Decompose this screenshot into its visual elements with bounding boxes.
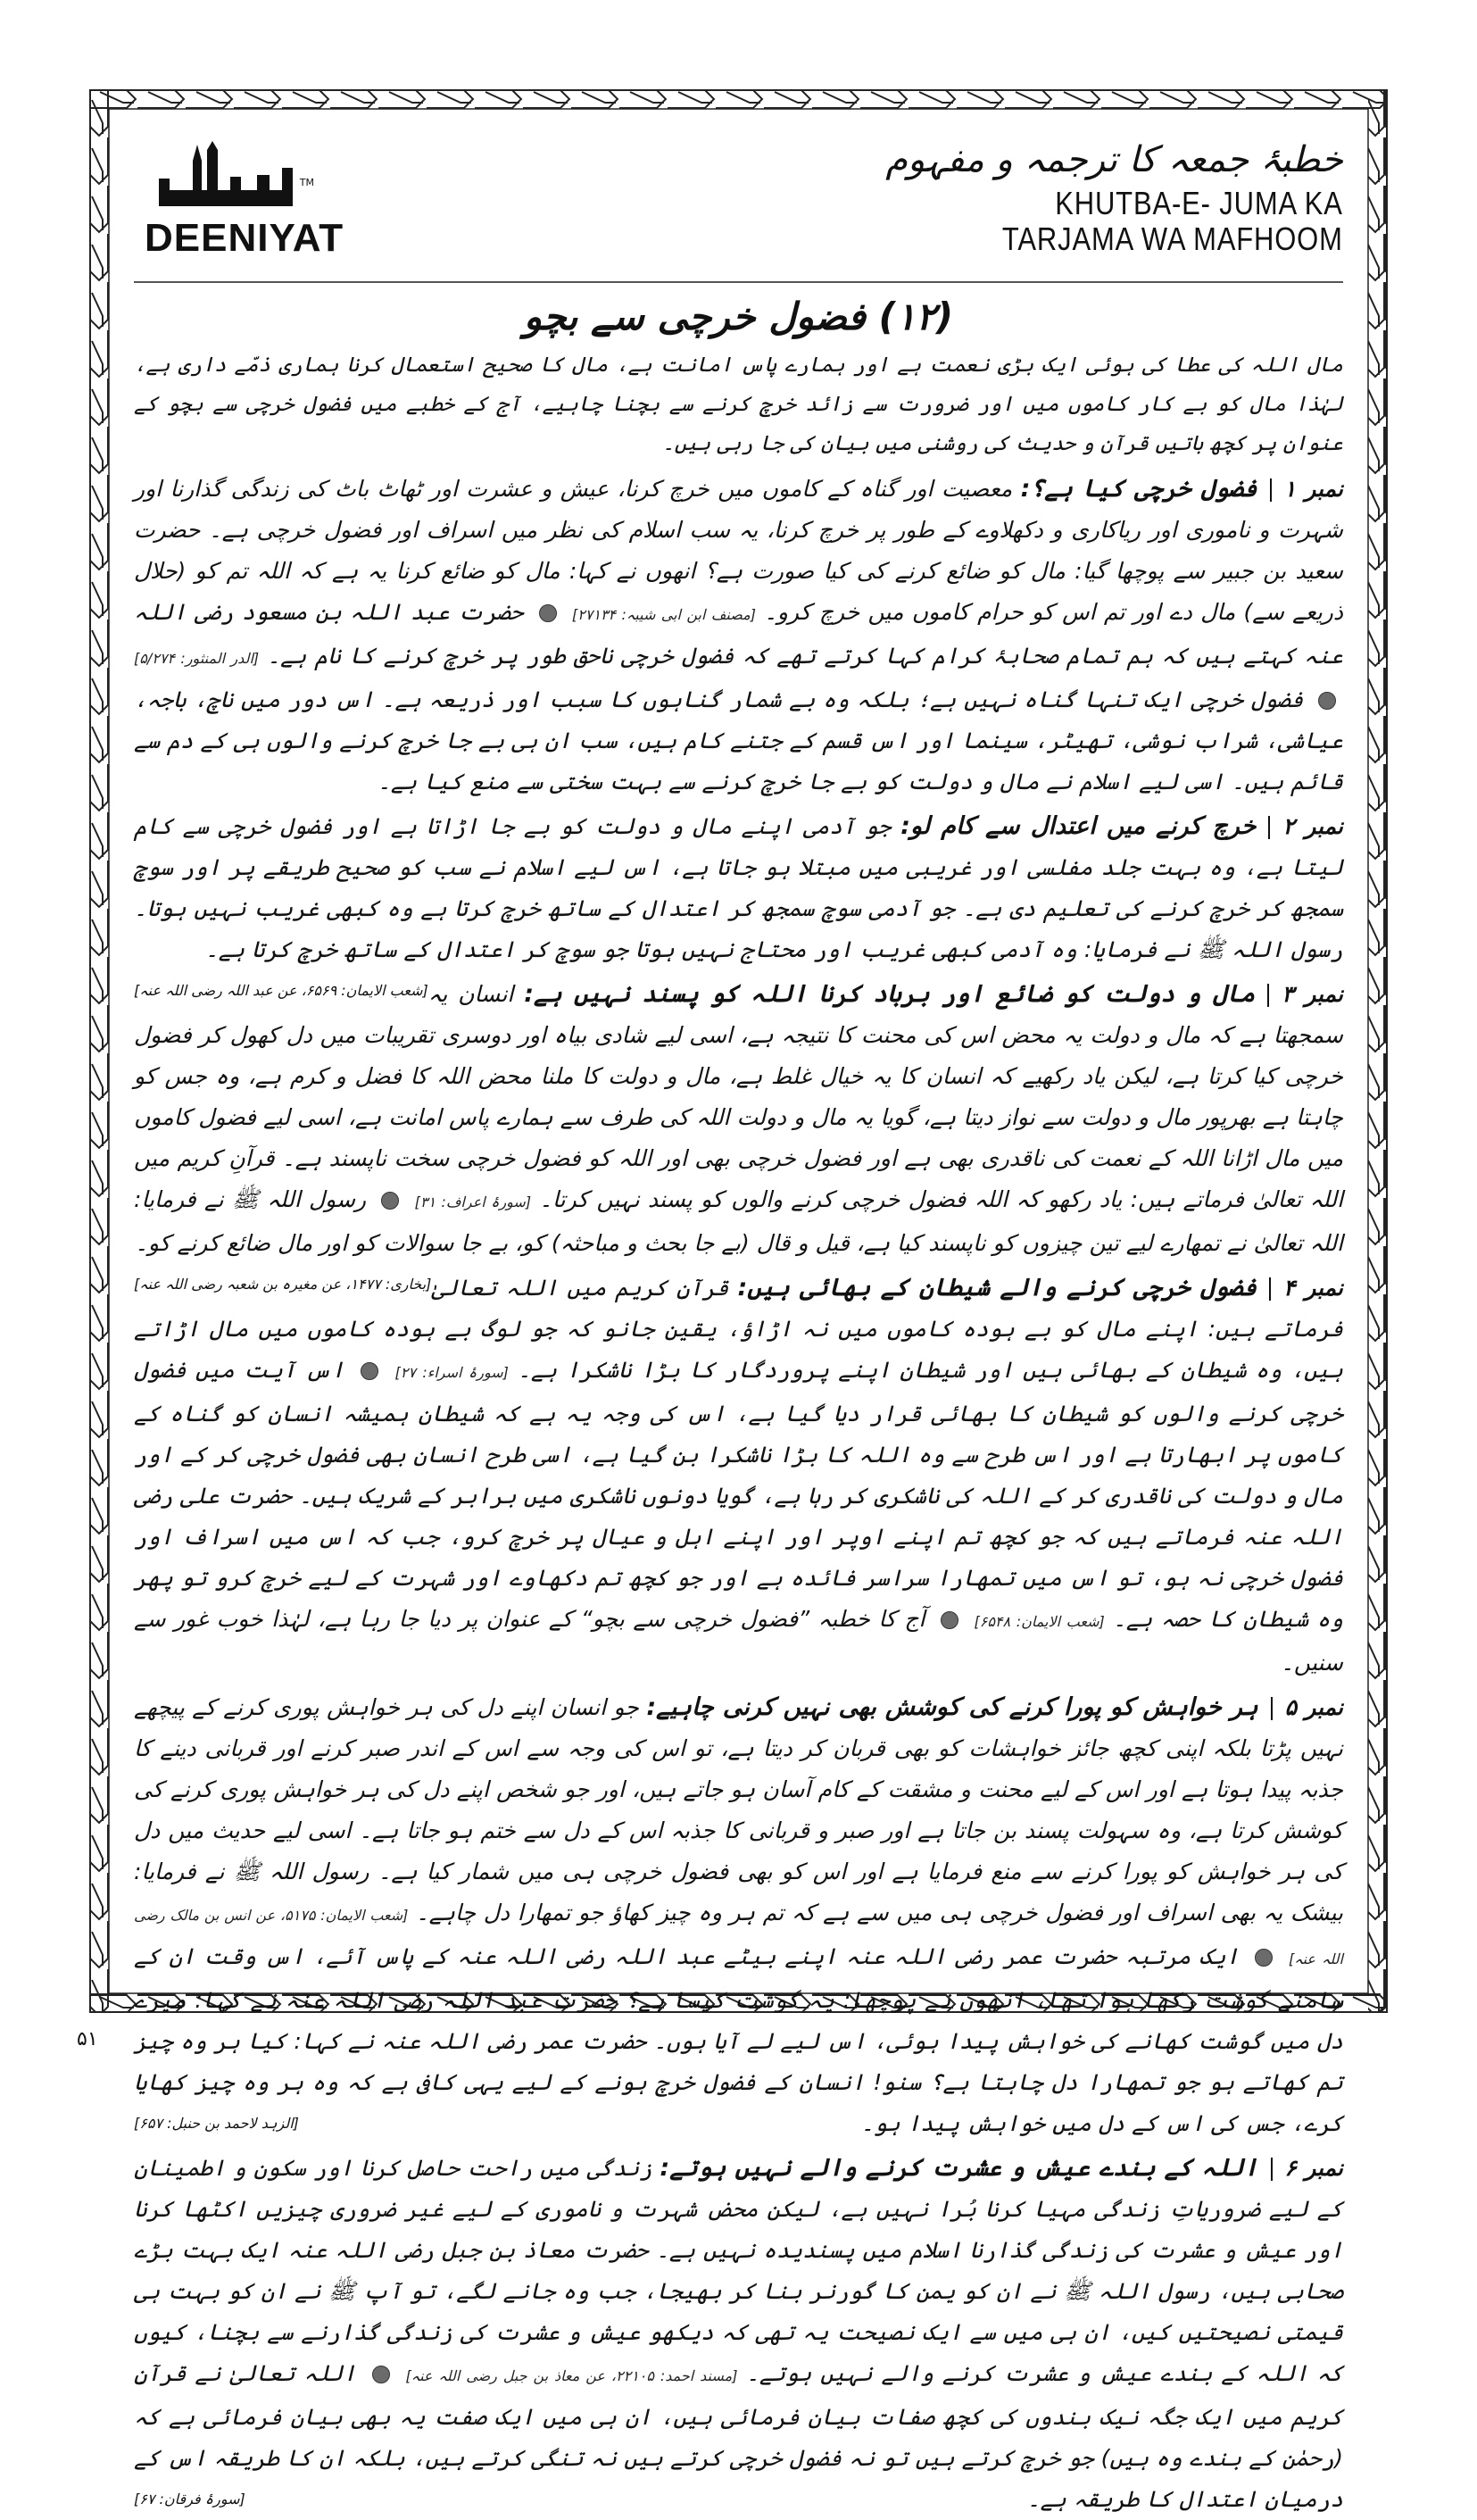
section-heading	[134, 1687, 1343, 2144]
reference: [مسند احمد: ۲۲۱۰۵، عن معاذ بن جبل رضی اللہ عنہ]	[405, 2367, 738, 2384]
reference: [الدر المنثور: ۵/۲۷۴]	[134, 650, 260, 667]
section-number: نمبر ۳	[1282, 981, 1343, 1007]
section-text: انسان یہ سمجھتا ہے کہ مال و دولت یہ محض اس کی محنت کا نتیجہ ہے، اسی لیے شادی بیاہ اور دوسری تقریبات میں دل کھول کر فضول خرچی کیا کرتا ہے، لیکن یاد رکھیے کہ انسان کا یہ خیال غلط ہے، مال و دولت کا ملنا محض اللہ کا فضل و کرم ہے، وہ جس کو چاہتا ہے بھرپور مال و دولت سے نواز دیتا ہے، گویا یہ مال و دولت اللہ کی طرف سے ہمارے پاس امانت ہے، اسی لیے فضول کاموں میں مال اڑانا اللہ کے نعمت کی ناقدری بھی ہے اور فضول خرچی بھی اور اللہ کو فضول خرچی سخت ناپسند ہے۔ قرآنِ کریم میں اللہ تعالیٰ فرماتے ہیں: یاد رکھو کہ اللہ فضول خرچی کرنے والوں کو پسند نہیں کرتا۔	[134, 981, 1344, 1212]
section-text: جو آدمی اپنے مال و دولت کو بے جا اڑاتا ہے اور فضول خرچی سے کام لیتا ہے، وہ بہت جلد مفلسی اور غریبی میں مبتلا ہو جاتا ہے، اس لیے اسلام نے سب کو صحیح طریقے پر اور سوچ سمجھ کر خرچ کرنے کی تعلیم دی ہے۔ جو آدمی سوچ سمجھ کر اعتدال کے ساتھ خرچ کرتا ہے وہ کبھی غریب نہیں ہوتا۔ رسول اللہ ﷺ نے فرمایا: وہ آدمی کبھی غریب اور محتاج نہیں ہوتا جو سوچ کر اعتدال کے ساتھ خرچ کرتا ہے۔	[134, 813, 1343, 962]
section-title: مال و دولت کو ضائع اور برباد کرنا اللہ کو پسند نہیں ہے:	[524, 980, 1256, 1008]
section-divider-bar	[1269, 1277, 1271, 1301]
section-number: نمبر ۵	[1284, 1694, 1344, 1720]
bullet-icon	[1318, 692, 1336, 710]
section-text: اس آیت میں فضول خرچی کرنے والوں کو شیطان کا بھائی قرار دیا گیا ہے، اس کی وجہ یہ ہے کہ شیطان ہمیشہ انسان کو گناہ کے کاموں پر ابھارتا ہے اور اس طرح سے وہ اللہ کا بڑا ناشکرا بن گیا ہے، اسی طرح انسان بھی فضول خرچی کر کے اور مال و دولت کی ناقدری کر کے اللہ کی ناشکری کر رہا ہے، گویا دونوں ناشکری میں برابر کے شریک ہیں۔ حضرت علی رضی اللہ عنہ فرماتے ہیں کہ جو کچھ تم اپنے اوپر اور اپنے اہل و عیال پر خرچ کرو، جب کہ اس میں اسراف اور فضول خرچی نہ ہو، تو اس میں تمھارا سراسر فائدہ ہے اور جو کچھ تم دکھاوے اور شہرت کے لیے خرچ کرو تو پھر وہ شیطان کا حصہ ہے۔	[134, 1357, 1344, 1632]
reference: [سورۂ اسراء: ۲۷]	[394, 1364, 509, 1381]
section-text: جو انسان اپنے دل کی ہر خواہش پوری کرنے کے پیچھے نہیں پڑتا بلکہ اپنی کچھ جائز خواہشات کو بھی قربان کر دیتا ہے، تو اس کی وجہ سے اس کے اندر صبر کرنے اور قربانی دینے کا جذبہ پیدا ہوتا ہے اور اس کے لیے محنت و مشقت کے کام آسان ہو جاتے ہیں، اور جو شخص اپنے دل کی ہر خواہش پوری کرنے کی کوشش کرتا ہے، وہ سہولت پسند بن جاتا ہے اور صبر و قربانی کا جذبہ اس کے دل سے ختم ہو جاتا ہے۔ اسی لیے حدیث میں دل کی ہر خواہش کو پورا کرنے سے منع فرمایا ہے اور اس کو بھی فضول خرچی ہی میں شمار کیا ہے۔ رسول اللہ ﷺ نے فرمایا: بیشک یہ بھی اسراف اور فضول خرچی ہی میں سے ہے کہ تم ہر وہ چیز کھاؤ جو تمھارا دل چاہے۔	[134, 1694, 1343, 1925]
logo-wordmark: DEENIYAT	[145, 216, 344, 260]
section-divider-bar	[1268, 816, 1270, 839]
section-title: ہر خواہش کو پورا کرنے کی کوشش بھی نہیں کرنی چاہیے:	[646, 1693, 1258, 1721]
section-heading	[134, 1268, 1343, 1684]
reference: [سورۂ فرقان: ۶۷]	[134, 2491, 245, 2508]
section-title: فضول خرچی کرنے والے شیطان کے بھائی ہیں:	[737, 1274, 1257, 1302]
bullet-icon	[361, 1362, 378, 1380]
section-divider-bar	[1270, 478, 1272, 502]
section-number: نمبر ۴	[1283, 1275, 1344, 1301]
section-divider-bar	[1271, 2158, 1273, 2181]
page-content	[134, 134, 1343, 2520]
bullet-icon	[1255, 1949, 1273, 1967]
mosque-minaret-icon	[150, 141, 302, 221]
section-divider-bar	[1267, 984, 1269, 1007]
section-text: حضرت عبد اللہ بن مسعود رضی اللہ عنہ کہتے ہیں کہ ہم تمام صحابۂ کرام کہا کرتے تھے کہ فضول خرچی ناحق طور پر خرچ کرنے کا نام ہے۔	[134, 599, 1344, 669]
header-title-urdu: خطبۂ جمعہ کا ترجمہ و مفہوم	[885, 139, 1343, 180]
khutba-title: (۱۲) فضول خرچی سے بچو	[523, 295, 954, 338]
bullet-icon	[539, 604, 557, 622]
section-text: معصیت اور گناہ کے کاموں میں خرچ کرنا، عیش و عشرت اور ٹھاٹ باٹ کی زندگی گذارنا اور شہرت و ناموری اور ریاکاری و دکھلاوے کے طور پر خرچ کرنا، یہ سب اسلام کی نظر میں اسراف اور فضول خرچی ہے۔ حضرت سعید بن جبیر سے پوچھا گیا: مال کو ضائع کرنے کی کیا صورت ہے؟ انھوں نے کہا: مال کو ضائع کرنا یہ ہے کہ اللہ تم کو (حلال ذریعے سے) مال دے اور تم اس کو حرام کاموں میں خرچ کرو۔	[134, 476, 1344, 625]
reference: [مصنف ابن ابی شیبہ: ۲۷۱۳۴]	[571, 606, 756, 623]
section-title: اللہ کے بندے عیش و عشرت کرنے والے نہیں ہوتے:	[660, 2154, 1258, 2182]
bullet-icon	[941, 1611, 958, 1629]
header-divider	[134, 281, 1343, 283]
reference: [شعب الایمان: ۶۵۴۸]	[974, 1613, 1105, 1630]
section-text: آج کا خطبہ ”فضول خرچی سے بچو“ کے عنوان پر دیا جا رہا ہے، لہٰذا خوب غور سے سنیں۔	[134, 1606, 1343, 1676]
reference: [الزہد لاحمد بن حنبل: ۶۵۷]	[134, 2115, 299, 2132]
deeniyat-logo	[145, 141, 344, 266]
reference: [بخاری: ۱۴۷۷، عن مغیرہ بن شعبہ رضی اللہ عنہ]	[134, 1276, 432, 1293]
bullet-icon	[381, 1192, 399, 1210]
section-1	[134, 469, 1343, 803]
bullet-icon	[372, 2366, 390, 2383]
section-6	[134, 2148, 1343, 2520]
section-heading	[134, 2148, 1343, 2520]
page-number: ۵۱	[77, 2028, 98, 2050]
reference: [شعب الایمان: ۶۵۶۹، عن عبد اللہ رضی اللہ عنہ]	[134, 982, 428, 999]
section-text: اللہ تعالیٰ نے قرآنِ کریم میں ایک جگہ نیک بندوں کی کچھ صفات بیان فرمائی ہیں، ان ہی میں ایک صفت یہ بھی بیان فرمائی ہے کہ (رحمٰن کے بندے وہ ہیں) جو خرچ کرتے ہیں تو نہ فضول خرچی کرتے ہیں نہ تنگی کرتے ہیں، بلکہ ان کا طریقہ اس کے درمیان اعتدال کا طریقہ ہے۔	[134, 2360, 1343, 2512]
section-number: نمبر ۱	[1283, 476, 1343, 502]
reference: [سورۂ اعراف: ۳۱]	[414, 1193, 532, 1210]
header-title-block	[885, 134, 1343, 257]
section-text: رسول اللہ ﷺ نے فرمایا: اللہ تعالیٰ نے تمھارے لیے تین چیزوں کو ناپسند کیا ہے، قیل و قال (بے جا بحث و مباحثہ) کو، بے جا سوالات کو اور مال ضائع کرنے کو۔	[134, 1186, 1343, 1256]
section-divider-bar	[1271, 1697, 1273, 1720]
header-title-en-line2: TARJAMA WA MAFHOOM	[1002, 220, 1343, 257]
section-number: نمبر ۶	[1284, 2155, 1343, 2181]
section-text: زندگی میں راحت حاصل کرنا اور سکون و اطمینان کے لیے ضروریاتِ زندگی مہیا کرنا بُرا نہیں ہے، لیکن محض شہرت و ناموری کے لیے غیر ضروری چیزیں اکٹھا کرنا اور عیش و عشرت کی زندگی گذارنا اسلام میں پسندیدہ نہیں ہے۔ حضرت معاذ بن جبل رضی اللہ عنہ ایک بہت بڑے صحابی ہیں، رسول اللہ ﷺ نے ان کو یمن کا گورنر بنا کر بھیجا، جب وہ جانے لگے، تو آپ ﷺ نے ان کو بہت ہی قیمتی نصیحتیں کیں، ان ہی میں سے ایک نصیحت یہ تھی کہ دیکھو عیش و عشرت کی زندگی گذارنے سے بچنا، کیوں کہ اللہ کے بندے عیش و عشرت کرنے والے نہیں ہوتے۔	[134, 2155, 1343, 2386]
section-number: نمبر ۲	[1282, 813, 1343, 839]
section-text: فضول خرچی ایک تنہا گناہ نہیں ہے؛ بلکہ وہ بے شمار گناہوں کا سبب اور ذریعہ ہے۔ اس دور میں ناچ، باجہ، عیاشی، شراب نوشی، تھیٹر، سینما اور اس قسم کے جتنے کام ہیں، سب ان ہی بے جا خرچ کرنے والوں ہی کے دم سے قائم ہیں۔ اسی لیے اسلام نے مال و دولت کو بے جا خرچ کرنے سے بہت سختی سے منع کیا ہے۔	[134, 686, 1343, 794]
header-title-en-line1: KHUTBA-E- JUMA KA	[1055, 185, 1343, 221]
section-text: قرآنِ کریم میں اللہ تعالیٰ فرماتے ہیں: اپنے مال کو بے ہودہ کاموں میں نہ اڑاؤ، یقین جانو کہ جو لوگ بے ہودہ کاموں میں مال اڑاتے ہیں، وہ شیطان کے بھائی ہیں اور شیطان اپنے پروردگار کا بڑا ناشکرا ہے۔	[134, 1275, 1343, 1383]
section-text: ایک مرتبہ حضرت عمر رضی اللہ عنہ اپنے بیٹے عبد اللہ رضی اللہ عنہ کے پاس آئے، اس وقت ان کے سامنے گوشت رکھا ہوا تھا، انھوں نے پوچھا: یہ گوشت کیسا ہے؟ حضرت عبد اللہ رضی اللہ عنہ نے کہا: میرے دل میں گوشت کھانے کی خواہش پیدا ہوئی، اس لیے لے آیا ہوں۔ حضرت عمر رضی اللہ عنہ نے کہا: کیا ہر وہ چیز تم کھاتے ہو جو تمھارا دل چاہتا ہے؟ سنو! انسان کے فضول خرچ ہونے کے لیے یہی کافی ہے کہ وہ ہر وہ چیز کھایا کرے، جس کی اس کے دل میں خواہش پیدا ہو۔	[134, 1943, 1343, 2136]
page-header	[134, 134, 1343, 286]
intro-paragraph: مال اللہ کی عطا کی ہوئی ایک بڑی نعمت ہے اور ہمارے پاس امانت ہے، مال کا صحیح استعمال کرنا ہماری ذمّے داری ہے، لہٰذا مال کو بے کار کاموں میں اور ضرورت سے زائد خرچ کرنے سے بچنا چاہیے، آج کے خطبے میں فضول خرچی سے بچو کے عنوان پر کچھ باتیں قرآن و حدیث کی روشنی میں بیان کی جا رہی ہیں۔	[134, 353, 1343, 455]
section-title: فضول خرچی کیا ہے؟:	[1020, 475, 1257, 503]
trademark-mark: TM	[299, 177, 314, 188]
reference: [شعب الایمان: ۵۱۷۵، عن انس بن مالک رضی اللہ عنہ]	[134, 1907, 1343, 1967]
section-4	[134, 1268, 1343, 1684]
section-heading	[134, 469, 1343, 803]
section-5	[134, 1687, 1343, 2144]
section-title: خرچ کرنے میں اعتدال سے کام لو:	[900, 812, 1257, 840]
